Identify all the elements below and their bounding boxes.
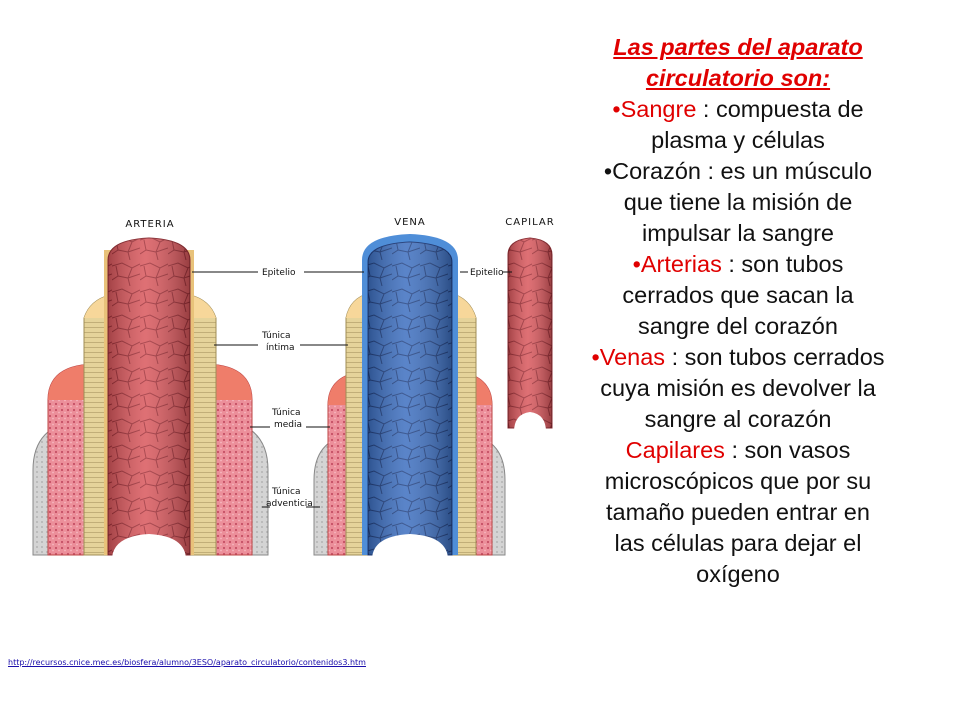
item-venas: •Venas : son tubos cerrados cuya misión es devolver la sangre al corazón: [591, 344, 885, 432]
tunica-intima-label-2: íntima: [266, 343, 295, 353]
item-capilares: Capilares : son vasos microscópicos que por su tamaño pueden entrar en las células para dejar el oxígeno: [604, 437, 872, 587]
term-corazon: Corazón: [612, 158, 701, 184]
tunica-media-label-2: media: [274, 420, 303, 430]
tunica-adventicia-label-2: adventicia: [266, 499, 313, 509]
epitelio-capilar-label: Epitelio: [470, 268, 504, 278]
vein-illustration: [314, 234, 505, 560]
tunica-intima-label-1: Túnica: [262, 331, 291, 341]
vein-label: VENA: [394, 217, 426, 228]
term-venas: Venas: [599, 344, 666, 370]
circulatory-system-text: [588, 32, 888, 590]
tunica-adventicia-label-1: Túnica: [272, 487, 301, 497]
capillary-illustration: [508, 238, 552, 432]
heading-line-1: Las partes del aparato: [613, 34, 863, 60]
source-link[interactable]: http://recursos.cnice.mec.es/biosfera/alumno/3ESO/aparato_circulatorio/contenidos3.htm: [8, 658, 366, 667]
tunica-media-label-1: Túnica: [272, 408, 301, 418]
artery-illustration: [33, 238, 268, 560]
capillary-label: CAPILAR: [505, 217, 555, 228]
item-corazon: •Corazón : es un músculo que tiene la misión de impulsar la sangre: [603, 158, 873, 246]
heading-line-2: circulatorio son:: [645, 65, 831, 91]
item-sangre: •Sangre : compuesta de plasma y células: [612, 96, 864, 153]
epitelio-label: Epitelio: [262, 268, 296, 278]
term-capilares: Capilares: [625, 437, 725, 463]
term-arterias: Arterias: [640, 251, 722, 277]
term-sangre: Sangre: [620, 96, 697, 122]
artery-label: ARTERIA: [125, 219, 175, 230]
item-arterias: •Arterias : son tubos cerrados que sacan la sangre del corazón: [622, 251, 854, 339]
